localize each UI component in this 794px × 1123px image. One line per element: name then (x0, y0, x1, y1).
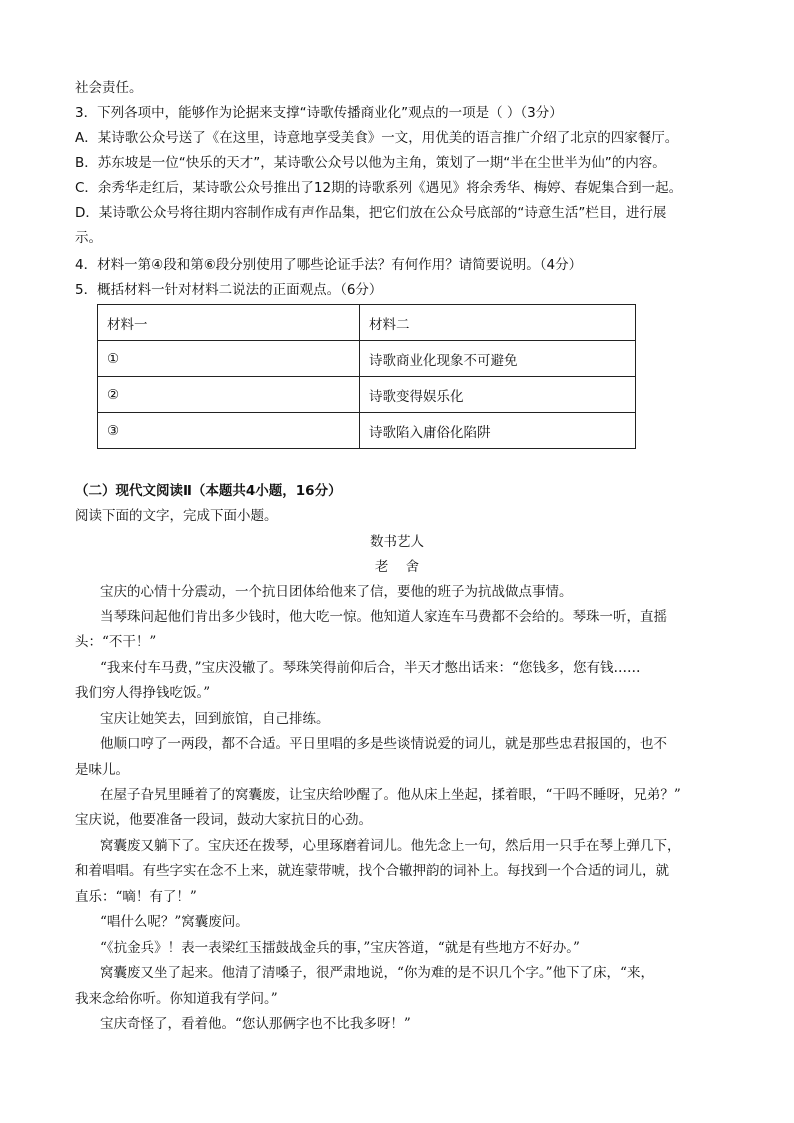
option-b: B．苏东坡是一位“快乐的天才”，某诗歌公众号以他为主角，策划了一期“半在尘世半为仙”的内容。 (75, 155, 666, 171)
question-4: 4．材料一第④段和第⑥段分别使用了哪些论证手法？有何作用？请简要说明。（4分） (75, 257, 583, 273)
table-header-cell: 材料一 (98, 305, 360, 341)
paragraph-line: 我来念给你听。你知道我有学问。” (75, 991, 278, 1007)
option-d-cont: 示。 (75, 230, 102, 246)
paragraph-line: 宝庆的心情十分震动，一个抗日团体给他来了信，要他的班子为抗战做点事情。 (100, 584, 573, 600)
option-a: A．某诗歌公众号送了《在这里，诗意地享受美食》一文，用优美的语言推广介绍了北京的四家餐厅。 (75, 130, 679, 146)
paragraph-line: 直乐：“嘀！有了！” (75, 889, 197, 905)
table-header-row (98, 305, 636, 341)
section-instruction: 阅读下面的文字，完成下面小题。 (75, 508, 278, 524)
paragraph-line: 在屋子旮旯里睡着了的窝囊废，让宝庆给吵醒了。他从床上坐起，揉着眼，“干吗不睡呀，兄弟？” (100, 787, 681, 803)
paragraph-line: 窝囊废又躺下了。宝庆还在拨琴，心里琢磨着词儿。他先念上一句，然后用一只手在琴上弹几下， (100, 838, 681, 854)
table-cell: 诗歌变得娱乐化 (360, 377, 636, 413)
comparison-table (97, 304, 636, 449)
paragraph-line: 他顺口哼了一两段，都不合适。平日里唱的多是些谈情说爱的词儿，就是那些忠君报国的，也不 (100, 736, 667, 752)
paragraph-line: 头：“不干！” (75, 634, 157, 650)
table-row (98, 377, 636, 413)
paragraph-line: 是味儿。 (75, 762, 129, 778)
option-d: D．某诗歌公众号将往期内容制作成有声作品集，把它们放在公众号底部的“诗意生活”栏目，进行展 (75, 205, 667, 221)
text-line: 社会责任。 (75, 80, 143, 96)
paragraph-line: 宝庆让她笑去，回到旅馆，自己排练。 (100, 711, 330, 727)
paragraph-line: “《抗金兵》！表一表梁红玉擂鼓战金兵的事，”宝庆答道，“就是有些地方不好办。” (100, 940, 580, 956)
story-title: 数书艺人 (370, 534, 424, 550)
section-heading: （二）现代文阅读Ⅱ（本题共4小题，16分） (75, 483, 342, 499)
table-cell: 诗歌商业化现象不可避免 (360, 341, 636, 377)
option-c: C．余秀华走红后，某诗歌公众号推出了12期的诗歌系列《遇见》将余秀华、梅婷、春妮集合到一起。 (75, 180, 683, 196)
paragraph-line: 宝庆说，他要准备一段词，鼓动大家抗日的心劲。 (75, 812, 372, 828)
table-cell: 诗歌陷入庸俗化陷阱 (360, 413, 636, 449)
question-3: 3．下列各项中，能够作为论据来支撑“诗歌传播商业化”观点的一项是（ ）（3分） (75, 105, 563, 121)
question-5: 5．概括材料一针对材料二说法的正面观点。（6分） (75, 282, 383, 298)
paragraph-line: 当琴珠问起他们肯出多少钱时，他大吃一惊。他知道人家连车马费都不会给的。琴珠一听，直摇 (100, 609, 667, 625)
paragraph-line: 我们穷人得挣钱吃饭。” (75, 685, 211, 701)
table-cell: ③ (98, 413, 360, 449)
table-cell: ① (98, 341, 360, 377)
paragraph-line: “唱什么呢？”窝囊废问。 (100, 914, 249, 930)
paragraph-line: “我来付车马费，”宝庆没辙了。琴珠笑得前仰后合，半天才憋出话来：“您钱多，您有钱…… (100, 660, 641, 676)
table-row (98, 341, 636, 377)
paragraph-line: 窝囊废又坐了起来。他清了清嗓子，很严肃地说，“你为难的是不识几个字。”他下了床，“来， (100, 965, 654, 981)
story-author: 老 舍 (374, 559, 420, 575)
table-row (98, 413, 636, 449)
paragraph-line: 和着唱唱。有些字实在念不上来，就连蒙带唬，找个合辙押韵的词补上。每找到一个合适的词儿，就 (75, 863, 669, 879)
paragraph-line: 宝庆奇怪了，看着他。“您认那俩字也不比我多呀！” (100, 1016, 411, 1032)
table-cell: ② (98, 377, 360, 413)
table-header-cell: 材料二 (360, 305, 636, 341)
